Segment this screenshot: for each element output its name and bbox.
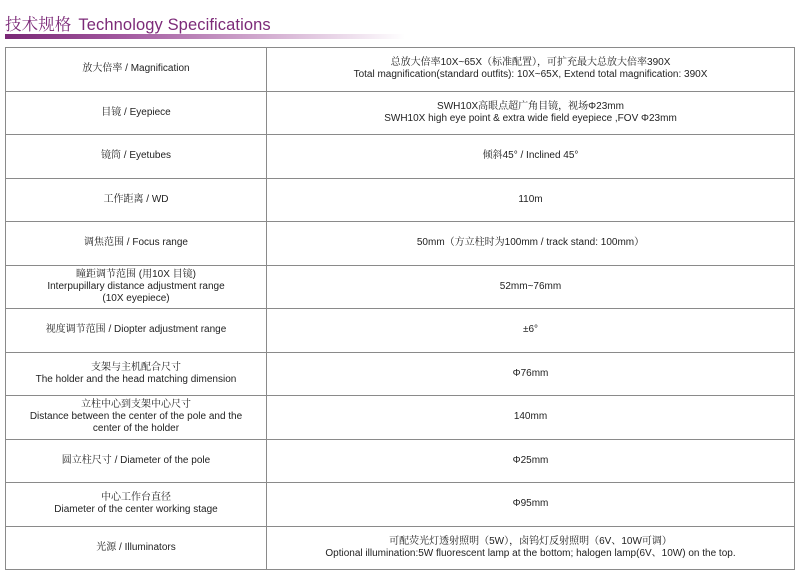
spec-label-line: 圆立柱尺寸 / Diameter of the pole <box>61 454 211 466</box>
spec-value-cell <box>267 265 795 309</box>
spec-row <box>6 178 795 222</box>
spec-label-line: Distance between the center of the pole and the <box>29 411 243 423</box>
spec-label-line: Interpupillary distance adjustment range <box>47 280 225 292</box>
spec-value-line: 52mm~76mm <box>499 280 562 292</box>
spec-label-cell <box>6 135 267 179</box>
title-chinese: 技术规格 <box>5 16 72 34</box>
spec-value-cell <box>267 222 795 266</box>
spec-row <box>6 91 795 135</box>
spec-row <box>6 265 795 309</box>
spec-row <box>6 439 795 483</box>
spec-label-cell <box>6 178 267 222</box>
spec-row <box>6 48 795 92</box>
spec-label-line: 目镜 / Eyepiece <box>101 106 171 118</box>
spec-row <box>6 135 795 179</box>
spec-label-cell <box>6 48 267 92</box>
spec-label-line: 立柱中心到支架中心尺寸 <box>81 399 191 411</box>
spec-value-line: 50mm（方立柱时为100mm / track stand: 100mm） <box>416 237 645 249</box>
spec-label-line: 中心工作台直径 <box>101 492 171 504</box>
spec-value-cell <box>267 439 795 483</box>
spec-value-line: Φ25mm <box>512 454 549 466</box>
spec-value-line: Optional illumination:5W fluorescent lamp at the bottom; halogen lamp(6V、10W) on the top. <box>325 547 736 559</box>
spec-value-cell <box>267 135 795 179</box>
spec-label-line: 放大倍率 / Magnification <box>82 63 190 75</box>
spec-value-cell <box>267 396 795 440</box>
spec-label-line: 光源 / Illuminators <box>96 541 176 553</box>
spec-label-cell <box>6 309 267 353</box>
specifications-table <box>5 47 795 570</box>
spec-label-line: center of the holder <box>92 423 180 435</box>
spec-label-cell <box>6 396 267 440</box>
spec-value-line: 110m <box>518 193 543 205</box>
spec-label-line: 支架与主机配合尺寸 <box>91 361 181 373</box>
spec-value-cell <box>267 352 795 396</box>
spec-value-line: SWH10X high eye point & extra wide field eyepiece ,FOV Φ23mm <box>384 112 677 124</box>
spec-label-line: 工作距离 / WD <box>103 193 169 205</box>
spec-value-cell <box>267 178 795 222</box>
spec-value-cell <box>267 48 795 92</box>
spec-label-line: (10X eyepiece) <box>102 292 170 304</box>
title-english: Technology Specifications <box>78 16 271 34</box>
page-title <box>5 11 271 35</box>
spec-label-cell <box>6 222 267 266</box>
spec-label-cell <box>6 439 267 483</box>
spec-label-cell <box>6 352 267 396</box>
spec-value-cell <box>267 309 795 353</box>
specifications-table-body <box>6 48 795 570</box>
page-header <box>5 6 795 40</box>
spec-row <box>6 222 795 266</box>
spec-value-line: 总放大倍率10X~65X（标准配置），可扩充最大总放大倍率390X <box>390 57 671 69</box>
spec-value-line: 倾斜45° / Inclined 45° <box>482 150 579 162</box>
spec-value-line: Total magnification(standard outfits): 10X~65X, Extend total magnification: 390X <box>353 69 708 81</box>
spec-label-line: Diameter of the center working stage <box>54 504 218 516</box>
spec-value-line: SWH10X高眼点超广角目镜，视场Φ23mm <box>437 100 624 112</box>
spec-label-line: 镜筒 / Eyetubes <box>100 150 172 162</box>
title-underline <box>5 34 405 39</box>
spec-value-line: Φ76mm <box>512 367 549 379</box>
spec-label-cell <box>6 91 267 135</box>
spec-value-cell <box>267 91 795 135</box>
spec-row <box>6 396 795 440</box>
spec-value-line: ±6° <box>522 324 539 336</box>
spec-row <box>6 352 795 396</box>
spec-label-line: The holder and the head matching dimension <box>35 373 237 385</box>
spec-row <box>6 309 795 353</box>
spec-label-cell <box>6 483 267 527</box>
spec-value-cell <box>267 526 795 570</box>
spec-label-line: 视度调节范围 / Diopter adjustment range <box>45 324 227 336</box>
spec-value-line: 可配荧光灯透射照明（5W），卤钨灯反射照明（6V、10W可调） <box>389 535 672 547</box>
spec-row <box>6 483 795 527</box>
spec-value-line: Φ95mm <box>512 498 549 510</box>
spec-value-cell <box>267 483 795 527</box>
spec-label-cell <box>6 265 267 309</box>
spec-label-line: 调焦范围 / Focus range <box>84 237 188 249</box>
spec-row <box>6 526 795 570</box>
spec-value-line: 140mm <box>513 411 548 423</box>
spec-label-cell <box>6 526 267 570</box>
spec-label-line: 瞳距调节范围 (用10X 目镜) <box>75 268 196 280</box>
